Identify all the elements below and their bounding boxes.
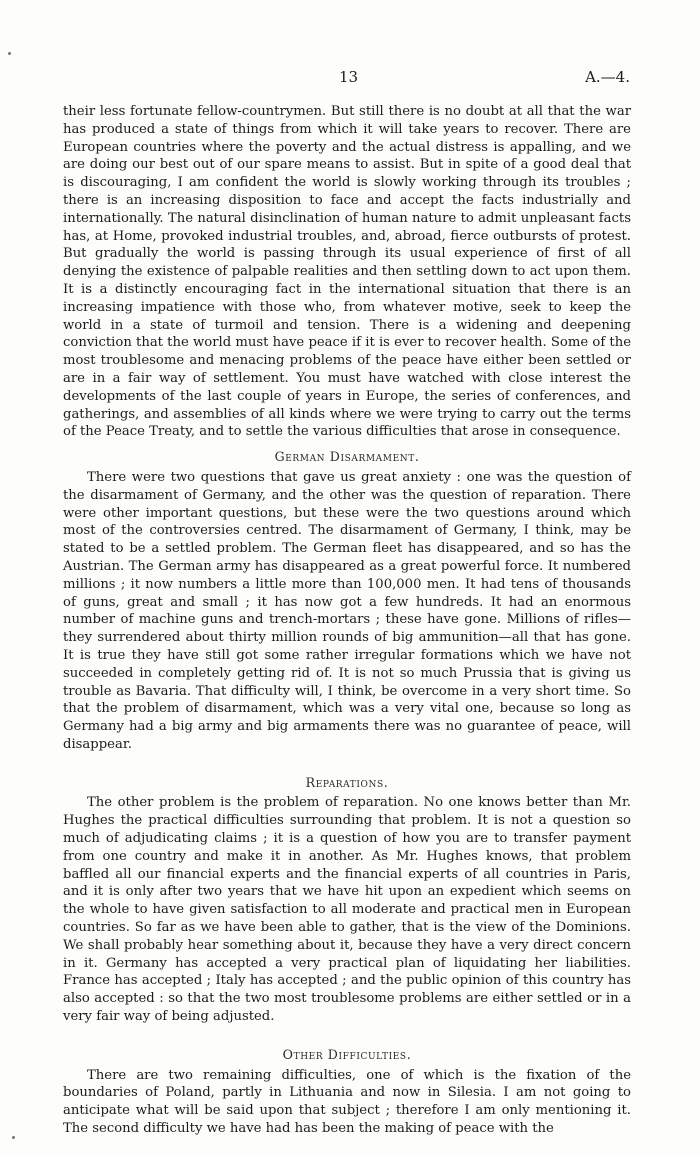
document-reference: A.—4.	[585, 68, 630, 86]
page-number: 13	[339, 68, 359, 86]
page-header	[0, 66, 700, 90]
opening-paragraph: their less fortunate fellow-countrymen. But still there is no doubt at all that the war has produced a state of things from which it will take years to recover. There are European countries where the poverty and the actual distress is appalling, and we are doing our best out of our spare means to assist. But in spite of a good deal that is discouraging, I am confident the world is slowly working through its troubles ; there is an increasing disposition to face and accept the facts industrially and internationally. The natural disinclination of human nature to admit unpleasant facts has, at Home, provoked industrial troubles, and, abroad, fierce outbursts of protest. But gradually the world is passing through its usual experience of first of all denying the existence of palpable realities and then settling down to act upon them. It is a distinctly encouraging fact in the international situation that there is an increasing impatience with those who, from whatever motive, seek to keep the world in a state of turmoil and tension. There is a widening and deepening conviction that the world must have peace if it is ever to recover health. Some of the most troublesome and menacing problems of the peace have either been settled or are in a fair way of settlement. You must have watched with close interest the developments of the last couple of years in Europe, the series of conferences, and gatherings, and assemblies of all kinds where we were trying to carry out the terms of the Peace Treaty, and to settle the various difficulties that arose in consequence.	[63, 104, 631, 440]
margin-speck	[8, 52, 11, 55]
paragraph-german-disarmament: There were two questions that gave us great anxiety : one was the question of the disarmament of Germany, and the other was the question of reparation. There were other important questions, but these were the two questions around which most of the controversies centred. The disarmament of Germany, I think, may be stated to be a settled problem. The German fleet has disappeared, and so has the Austrian. The German army has disappeared as a great powerful force. It numbered millions ; it now numbers a little more than 100,000 men. It had tens of thousands of guns, great and small ; it has now got a few hundreds. It had an enormous number of machine guns and trench-mortars ; these have gone. Millions of rifles—they surrendered about thirty million rounds of big ammunition—all that has gone. It is true they have still got some rather irregular formations which we have not succeeded in completely getting rid of. It is not so much Prussia that is giving us trouble as Bavaria. That difficulty will, I think, be overcome in a very short time. So that the problem of disarmament, which was a very vital one, because so long as Germany had a big army and big armaments there was no guarantee of peace, will disappear.	[63, 469, 631, 752]
paragraph-other-difficulties: There are two remaining difficulties, one of which is the fixation of the boundaries of Poland, partly in Lithuania and now in Silesia. I am not going to anticipate what will be said upon that subject ; therefore I am only mentioning it. The second difficulty we have had has been the making of peace with the	[63, 1067, 631, 1137]
section-heading-other-difficulties: Other Difficulties.	[282, 1046, 412, 1062]
margin-speck	[12, 1136, 15, 1139]
body-text	[63, 103, 631, 1138]
paragraph-reparations: The other problem is the problem of reparation. No one knows better than Mr. Hughes the practical difficulties surrounding that problem. It is not a question so much of adjudicating claims ; it is a question of how you are to transfer payment from one country and make it in another. As Mr. Hughes knows, that problem baffled all our financial experts and the financial experts of all countries in Paris, and it is only after two years that we have hit upon an expedient which seems on the whole to have given satisfaction to all moderate and practical men in European countries. So far as we have been able to gather, that is the view of the Dominions. We shall probably hear something about it, because they have a very direct concern in it. Germany has accepted a very practical plan of liquidating her liabilities. France has accepted ; Italy has accepted ; and the public opinion of this country has also accepted : so that the two most troublesome problems are either settled or in a very fair way of being adjusted.	[63, 795, 631, 1025]
section-heading-reparations: Reparations.	[305, 774, 389, 790]
section-heading-german-disarmament: German Disarmament.	[274, 449, 420, 465]
